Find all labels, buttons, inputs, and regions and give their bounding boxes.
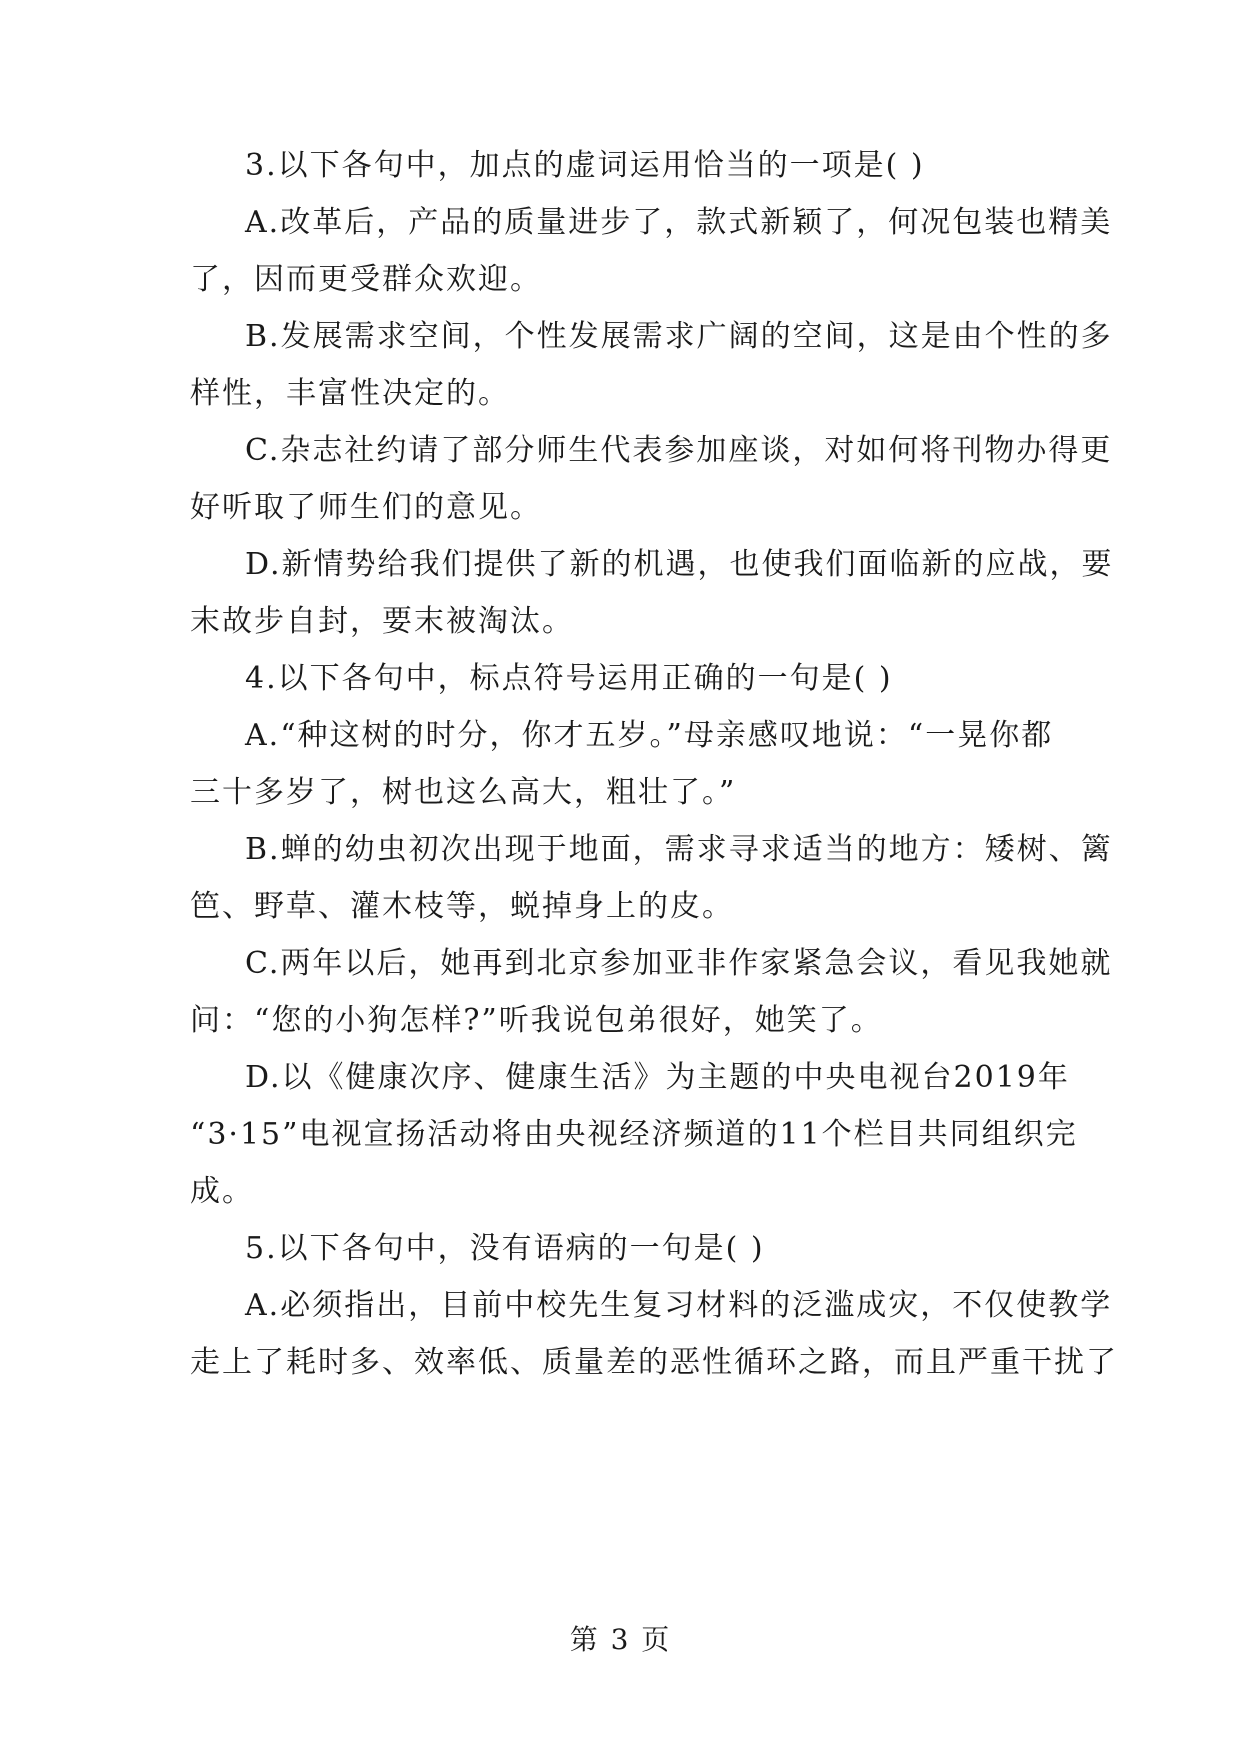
question-4-option-b-cont: 笆、野草、灌木枝等，蜕掉身上的皮。 [190, 889, 734, 924]
question-3-stem: 3.以下各句中，加点的虚词运用恰当的一项是( ) [245, 148, 925, 183]
question-3-option-d: D.新情势给我们提供了新的机遇，也使我们面临新的应战，要 [245, 547, 1114, 582]
question-5-stem: 5.以下各句中，没有语病的一句是( ) [245, 1231, 765, 1266]
question-3-option-d-cont: 末故步自封，要末被淘汰。 [190, 604, 574, 639]
question-4-option-b: B.蝉的幼虫初次出现于地面，需求寻求适当的地方：矮树、篱 [245, 832, 1113, 867]
question-4-option-c-cont: 问：“您的小狗怎样?”听我说包弟很好，她笑了。 [190, 1003, 883, 1038]
page-number: 第 3 页 [569, 1623, 672, 1656]
question-5-option-a: A.必须指出，目前中校先生复习材料的泛滥成灾，不仅使教学 [245, 1288, 1113, 1323]
question-4-option-c: C.两年以后，她再到北京参加亚非作家紧急会议，看见我她就 [245, 946, 1113, 981]
question-3-option-b-cont: 样性，丰富性决定的。 [190, 376, 510, 411]
question-4-option-a: A.“种这树的时分，你才五岁。”母亲感叹地说：“一晃你都 [245, 718, 1054, 753]
question-4-stem: 4.以下各句中，标点符号运用正确的一句是( ) [245, 661, 893, 696]
question-4-option-d: D.以《健康次序、健康生活》为主题的中央电视台2019年 [245, 1060, 1070, 1095]
question-4-option-d-end: 成。 [190, 1174, 254, 1209]
question-4-option-d-cont: “3·15”电视宣扬活动将由央视经济频道的11个栏目共同组织完 [190, 1117, 1078, 1152]
question-3-option-a-cont: 了，因而更受群众欢迎。 [190, 262, 542, 297]
question-3-option-c-cont: 好听取了师生们的意见。 [190, 490, 542, 525]
question-3-option-c: C.杂志社约请了部分师生代表参加座谈，对如何将刊物办得更 [245, 433, 1113, 468]
question-3-option-a: A.改革后，产品的质量进步了，款式新颖了，何况包装也精美 [245, 205, 1113, 240]
question-5-option-a-cont: 走上了耗时多、效率低、质量差的恶性循环之路，而且严重干扰了 [190, 1345, 1118, 1380]
question-3-option-b: B.发展需求空间，个性发展需求广阔的空间，这是由个性的多 [245, 319, 1113, 354]
question-4-option-a-cont: 三十多岁了，树也这么高大，粗壮了。” [190, 775, 737, 810]
